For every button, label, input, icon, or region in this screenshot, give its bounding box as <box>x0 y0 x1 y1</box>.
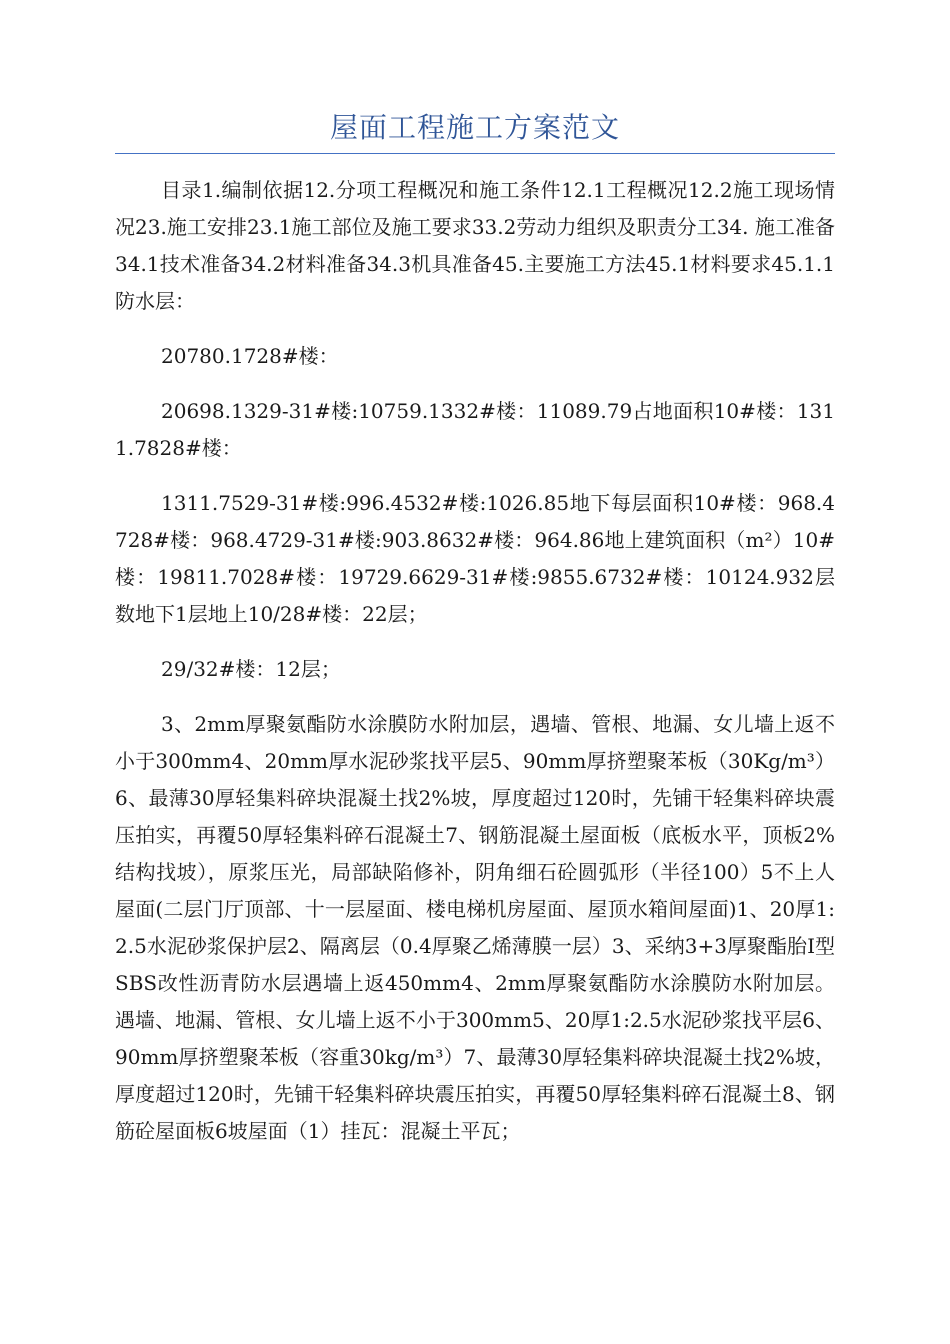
title-underline <box>115 153 835 154</box>
paragraph: 1311.7529-31#楼:996.4532#楼:1026.85地下每层面积10#楼：968.4728#楼：968.4729-31#楼:903.8632#楼：964.86地上建筑面积（m²）10#楼：19811.7028#楼：19729.6629-31#楼:9855.6732#楼：10124.932层数地下1层地上10/28#楼：22层； <box>115 491 835 626</box>
paragraph: 20698.1329-31#楼:10759.1332#楼：11089.79占地面积10#楼：1311.7828#楼： <box>115 399 835 460</box>
document-body <box>115 172 835 1168</box>
paragraph: 3、2mm厚聚氨酯防水涂膜防水附加层，遇墙、管根、地漏、女儿墙上返不小于300mm4、20mm厚水泥砂浆找平层5、90mm厚挤塑聚苯板（30Kg/m³）6、最薄30厚轻集料碎块混凝土找2%坡，厚度超过120时，先铺干轻集料碎块震压拍实，再覆50厚轻集料碎石混凝土7、钢筋混凝土屋面板（底板水平，顶板2%结构找坡），原浆压光，局部缺陷修补，阴角细石砼圆弧形（半径100）5不上人屋面(二层门厅顶部、十一层屋面、楼电梯机房屋面、屋顶水箱间屋面)1、20厚1:2.5水泥砂浆保护层2、隔离层（0.4厚聚乙烯薄膜一层）3、采纳3+3厚聚酯胎Ⅰ型SBS改性沥青防水层遇墙上返450mm4、2mm厚聚氨酯防水涂膜防水附加层。遇墙、地漏、管根、女儿墙上返不小于300mm5、20厚1:2.5水泥砂浆找平层6、90mm厚挤塑聚苯板（容重30kg/m³）7、最薄30厚轻集料碎块混凝土找2%坡，厚度超过120时，先铺干轻集料碎块震压拍实，再覆50厚轻集料碎石混凝土8、钢筋砼屋面板6坡屋面（1）挂瓦：混凝土平瓦； <box>115 712 835 1143</box>
document-title: 屋面工程施工方案范文 <box>329 111 620 144</box>
paragraph-toc: 目录1.编制依据12.分项工程概况和施工条件12.1工程概况12.2施工现场情况23.施工安排23.1施工部位及施工要求33.2劳动力组织及职责分工34. 施工准备34.1技术准备34.2材料准备34.3机具准备45.主要施工方法45.1材料要求45.1.1防水层： <box>115 178 835 313</box>
paragraph: 20780.1728#楼： <box>161 344 339 368</box>
paragraph: 29/32#楼：12层； <box>161 657 341 681</box>
